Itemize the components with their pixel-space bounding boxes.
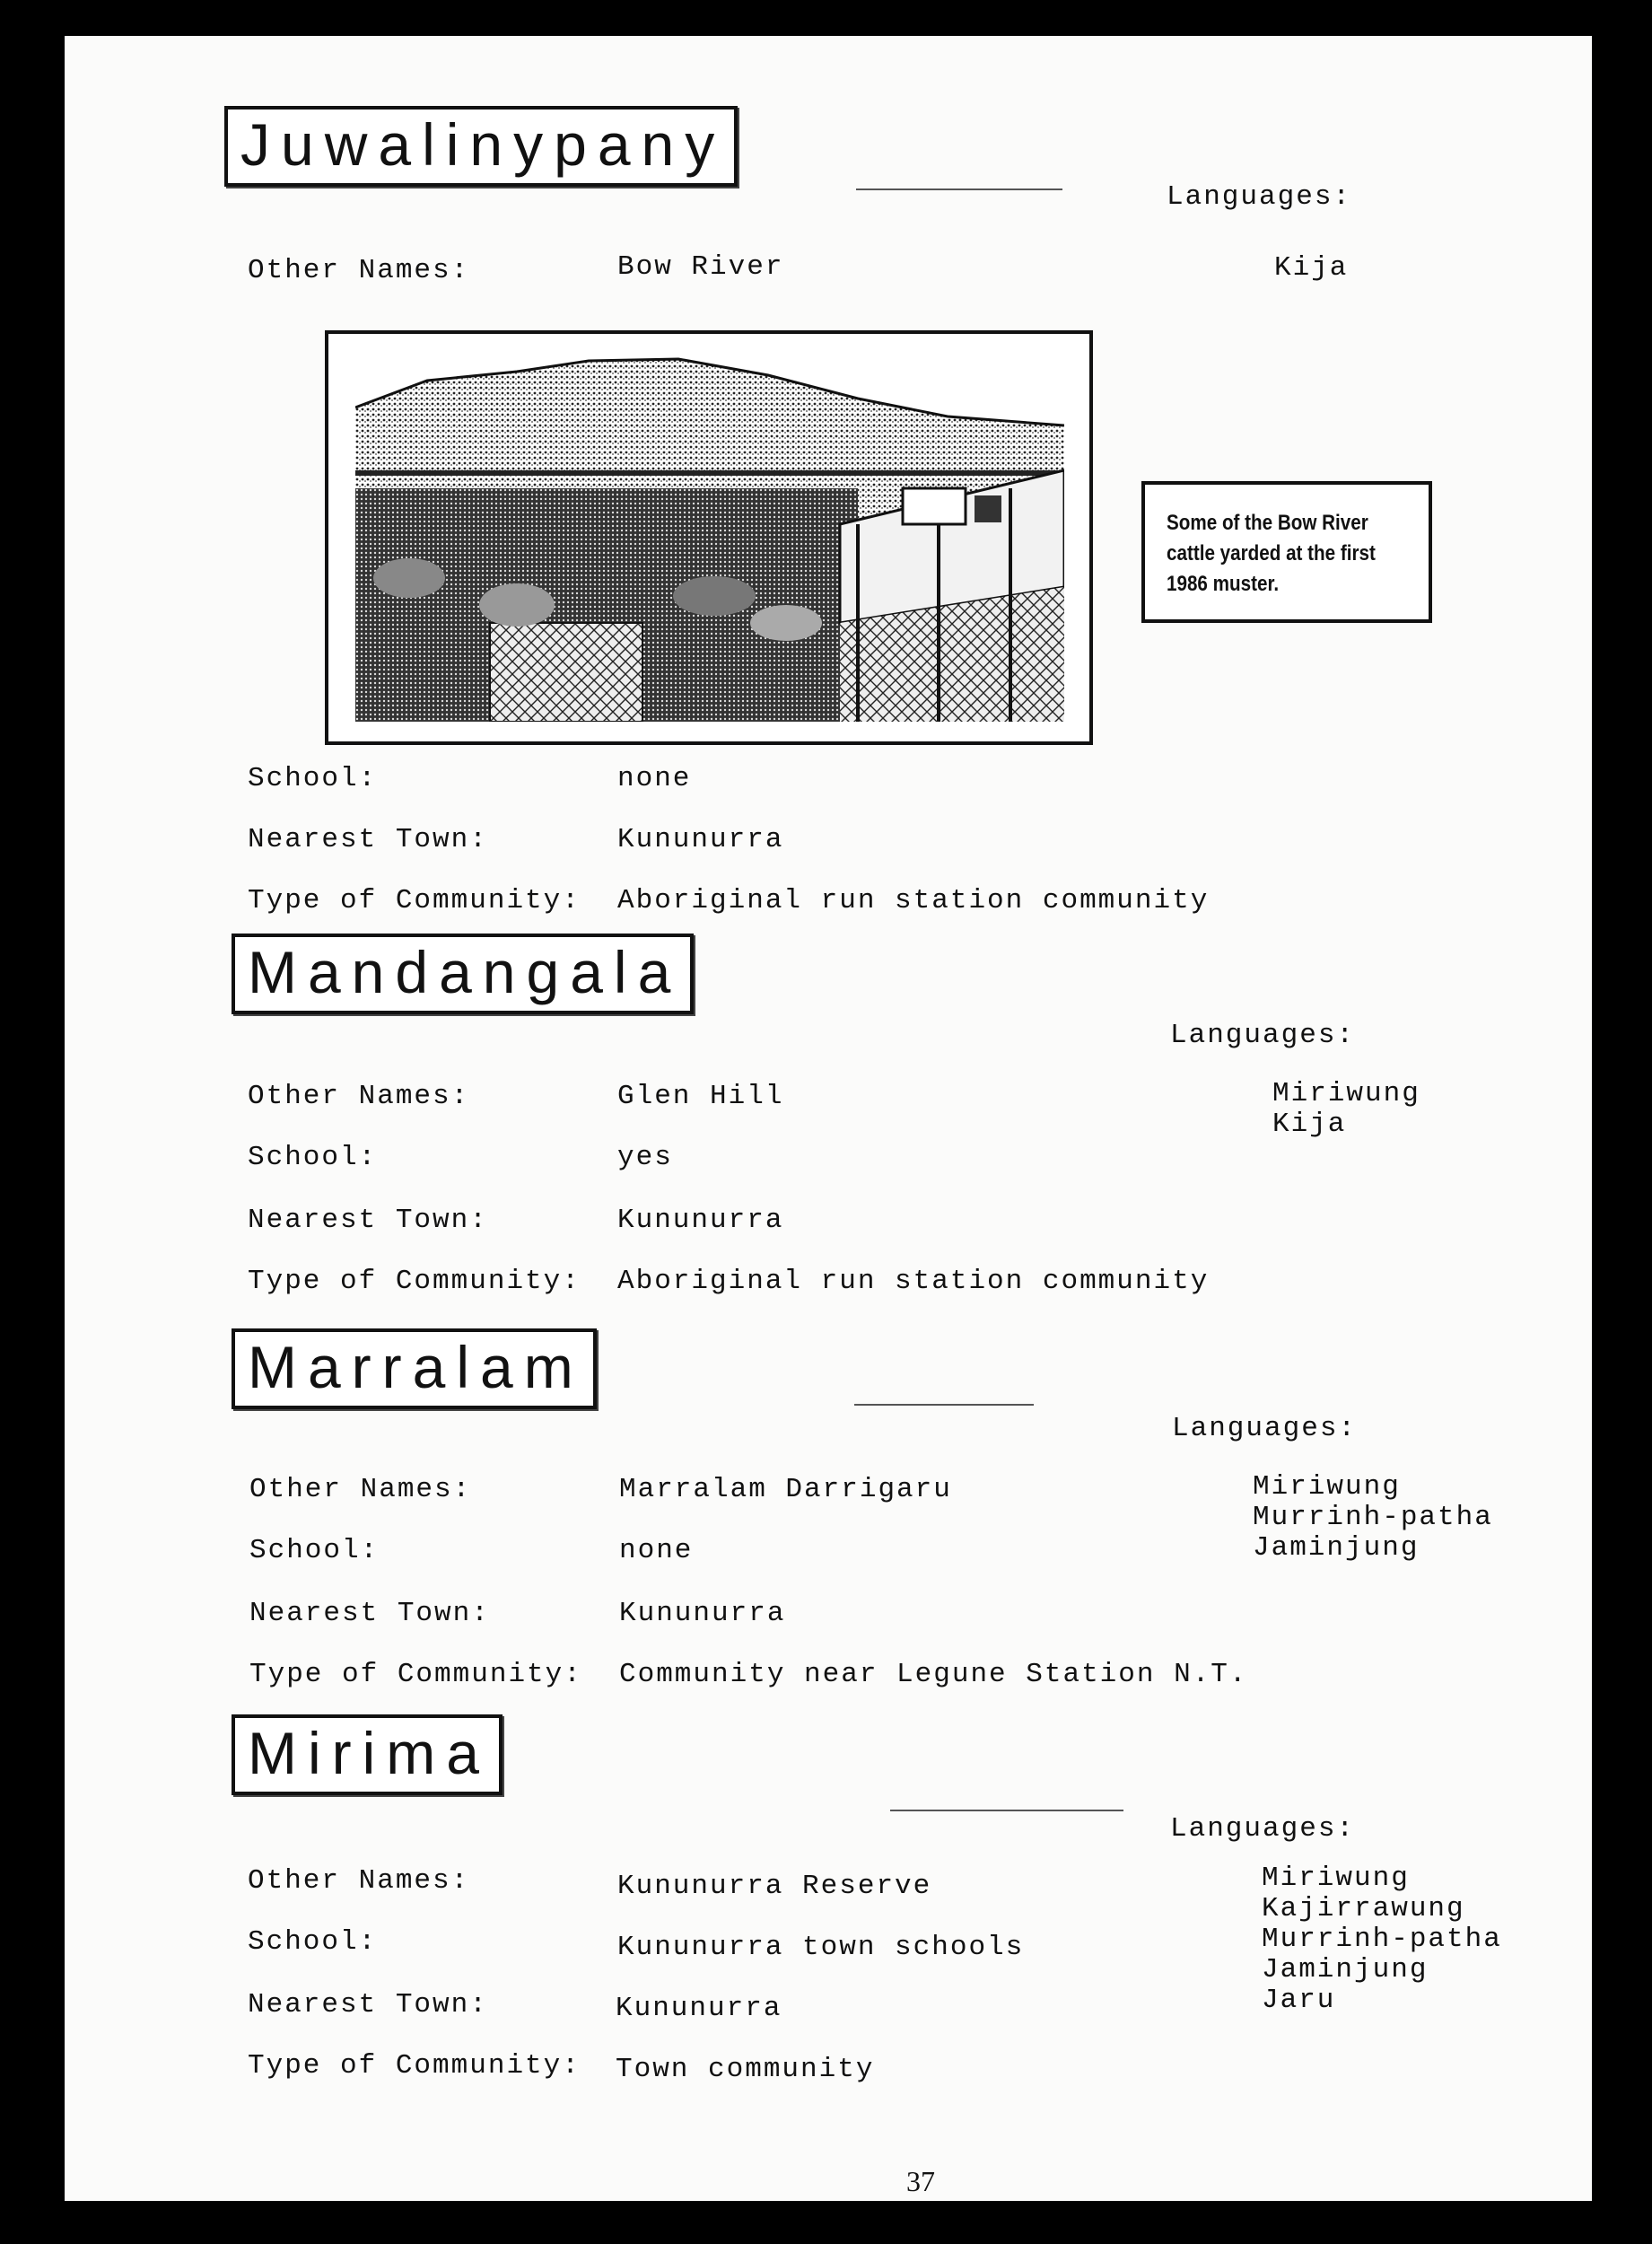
language-item: Murrinh-patha (1253, 1502, 1493, 1533)
languages-label: Languages: (1172, 1413, 1358, 1444)
header-rule (856, 188, 1062, 190)
nearest-town-label: Nearest Town: (248, 1205, 488, 1236)
languages-label: Languages: (1170, 1020, 1356, 1051)
school-label: School: (249, 1535, 380, 1566)
header-rule (890, 1810, 1123, 1811)
other-names-value: Kununurra Reserve (617, 1871, 932, 1902)
community-type-label: Type of Community: (248, 885, 581, 916)
cattle-yard-photo (325, 330, 1093, 745)
community-type-value: Community near Legune Station N.T. (619, 1659, 1248, 1690)
entry-title-mirima: Mirima (232, 1714, 503, 1795)
page-number: 37 (906, 2165, 935, 2197)
community-type-label: Type of Community: (249, 1659, 582, 1690)
nearest-town-value: Kununurra (617, 1205, 784, 1236)
language-item: Jaminjung (1262, 1954, 1429, 1985)
school-value: none (617, 763, 692, 794)
community-type-label: Type of Community: (248, 1266, 581, 1297)
other-names-value: Marralam Darrigaru (619, 1474, 952, 1505)
community-type-value: Aboriginal run station community (617, 885, 1210, 916)
community-type-label: Type of Community: (248, 2050, 581, 2082)
community-type-value: Aboriginal run station community (617, 1266, 1210, 1297)
other-names-value: Bow River (617, 251, 784, 283)
community-type-value: Town community (616, 2054, 875, 2085)
entry-title-mandangala: Mandangala (232, 934, 694, 1014)
nearest-town-label: Nearest Town: (248, 1989, 488, 2020)
language-item: Jaminjung (1253, 1532, 1420, 1564)
nearest-town-value: Kununurra (616, 1993, 782, 2024)
entry-title-marralam: Marralam (232, 1328, 597, 1409)
language-item: Miriwung (1253, 1471, 1401, 1503)
entry-title-juwalinypany: Juwalinypany (224, 106, 738, 187)
language-item: Murrinh-patha (1262, 1924, 1502, 1955)
header-rule (854, 1404, 1034, 1406)
languages-list (1253, 1472, 1493, 1564)
school-label: School: (248, 1926, 378, 1958)
language-item: Kajirrawung (1262, 1893, 1465, 1924)
other-names-label: Other Names: (248, 255, 470, 286)
photo-caption-box (1141, 481, 1432, 623)
languages-list (1274, 253, 1348, 284)
school-label: School: (248, 763, 378, 794)
other-names-label: Other Names: (249, 1474, 472, 1505)
language-item: Miriwung (1262, 1863, 1410, 1894)
photo-image (355, 354, 1064, 722)
language-item: Jaru (1262, 1985, 1336, 2016)
languages-list (1262, 1863, 1502, 2016)
language-item: Miriwung (1272, 1078, 1420, 1109)
other-names-value: Glen Hill (617, 1081, 784, 1112)
other-names-label: Other Names: (248, 1865, 470, 1897)
other-names-label: Other Names: (248, 1081, 470, 1112)
nearest-town-value: Kununurra (617, 824, 784, 855)
school-label: School: (248, 1142, 378, 1173)
school-value: Kununurra town schools (617, 1932, 1025, 1963)
nearest-town-label: Nearest Town: (248, 824, 488, 855)
languages-label: Languages: (1167, 181, 1352, 213)
document-page (65, 36, 1592, 2201)
languages-label: Languages: (1170, 1813, 1356, 1845)
photo-caption: Some of the Bow River cattle yarded at the first 1986 muster. (1167, 511, 1376, 596)
nearest-town-value: Kununurra (619, 1598, 786, 1629)
language-item: Kija (1274, 252, 1349, 284)
nearest-town-label: Nearest Town: (249, 1598, 490, 1629)
language-item: Kija (1272, 1109, 1347, 1140)
school-value: none (619, 1535, 694, 1566)
school-value: yes (617, 1142, 673, 1173)
languages-list (1272, 1079, 1420, 1140)
